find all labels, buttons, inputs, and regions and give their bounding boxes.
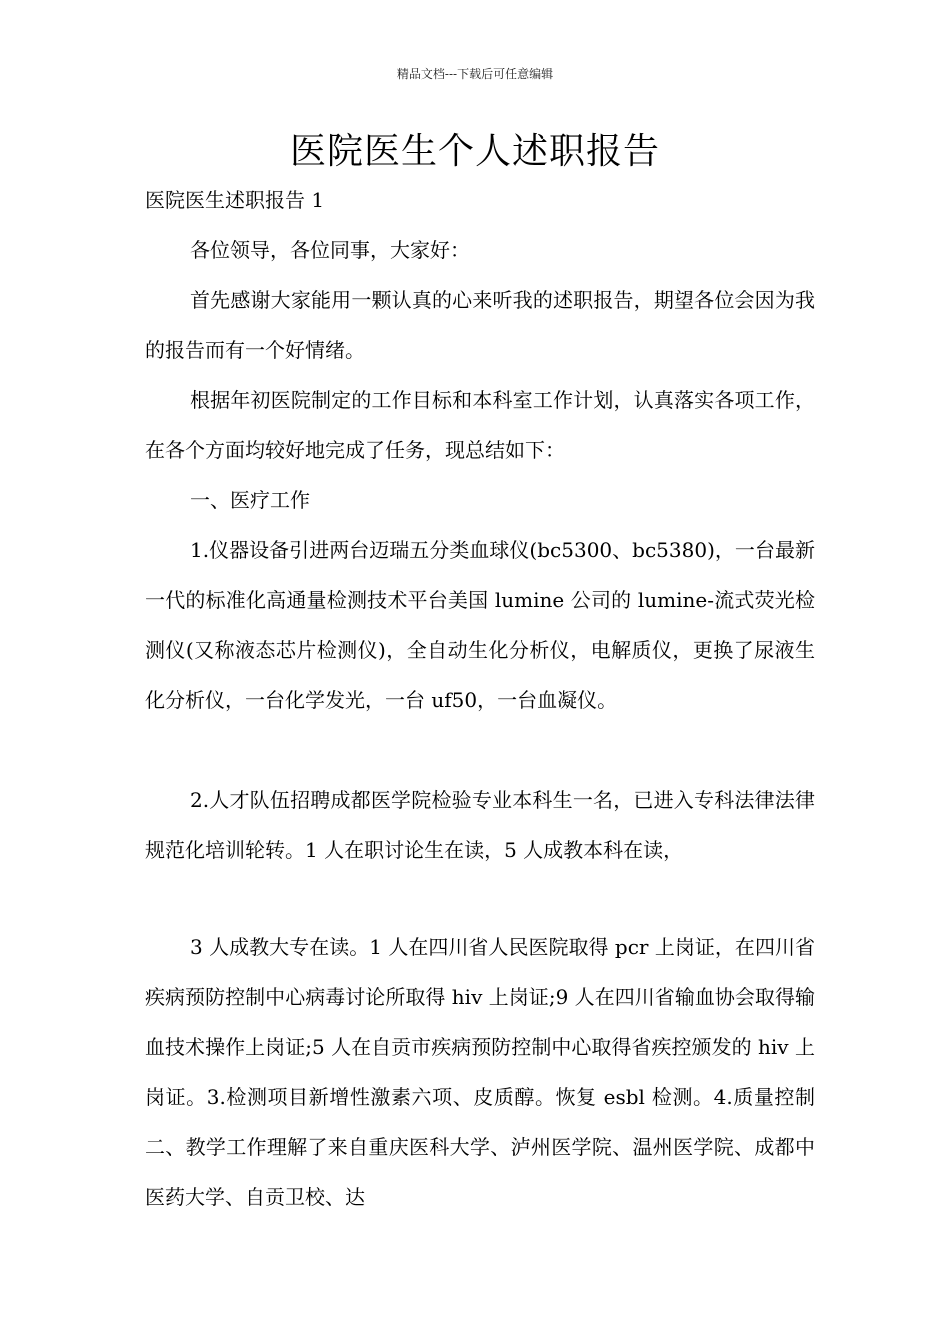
paragraph-thanks: 首先感谢大家能用一颗认真的心来听我的述职报告，期望各位会因为我的报告而有一个好情绪。 [145, 288, 815, 362]
paragraph-greeting: 各位领导，各位同事，大家好： [190, 238, 470, 262]
section-heading-medical: 一、医疗工作 [190, 488, 310, 512]
paragraph-item-2: 2.人才队伍招聘成都医学院检验专业本科生一名，已进入专科法律法律规范化培训轮转。1 人在职讨论生在读，5 人成教本科在读， [145, 788, 815, 862]
header-note: 精品文档---下载后可任意编辑 [396, 67, 554, 81]
paragraph-item-1: 1.仪器设备引进两台迈瑞五分类血球仪(bc5300、bc5380)，一台最新一代的标准化高通量检测技术平台美国 lumine 公司的 lumine-流式荧光检测仪(又称液态芯片检测仪)，全自动生化分析仪，电解质仪，更换了尿液生化分析仪，一台化学发光，一台 uf50，一台血凝仪。 [145, 538, 815, 712]
paragraph-summary: 根据年初医院制定的工作目标和本科室工作计划，认真落实各项工作，在各个方面均较好地完成了任务，现总结如下： [145, 388, 815, 462]
paragraph-item-2-continued: 3 人成教大专在读。1 人在四川省人民医院取得 pcr 上岗证，在四川省疾病预防控制中心病毒讨论所取得 hiv 上岗证;9 人在四川省输血协会取得输血技术操作上岗证;5 人在自贡市疾病预防控制中心取得省疾控颁发的 hiv 上岗证。3.检测项目新增性激素六项、皮质醇。恢复 esbl 检测。4.质量控制二、教学工作理解了来自重庆医科大学、泸州医学院、温州医学院、成都中医药大学、自贡卫校、达 [145, 935, 815, 1209]
report-subtitle: 医院医生述职报告 1 [145, 188, 325, 212]
document-title: 医院医生个人述职报告 [289, 131, 660, 172]
